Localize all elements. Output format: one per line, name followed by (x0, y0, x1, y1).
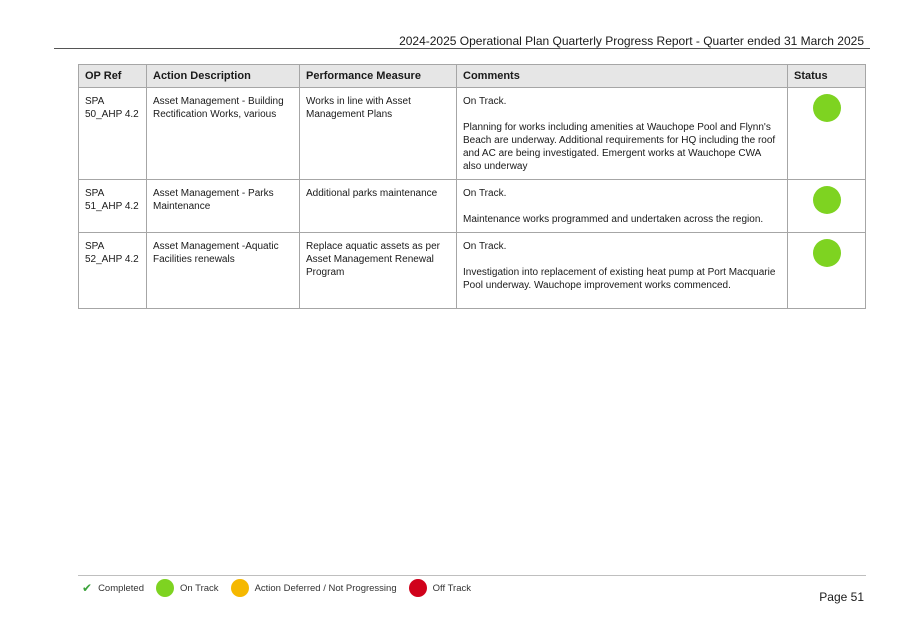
status-cell (788, 233, 866, 309)
legend-deferred (231, 579, 397, 597)
column-header-action-description: Action Description (147, 65, 300, 88)
action-description-cell: Asset Management - Parks Maintenance (147, 180, 300, 233)
op-ref-code: 50_AHP 4.2 (85, 109, 139, 120)
comments-cell (457, 88, 788, 180)
legend-completed-label: Completed (98, 582, 145, 594)
legend-off-track (409, 579, 471, 597)
legend-off-track-label: Off Track (432, 582, 471, 594)
comments-cell (457, 180, 788, 233)
comment-spacer (463, 253, 781, 266)
comment-detail-text: Planning for works including amenities at Wauchope Pool and Flynn's Beach are underway. Additional requirements for HQ including the roof and AC are being investigated. Emergent works at Wauchope CWA also underway (463, 122, 776, 172)
column-header-status: Status (788, 65, 866, 88)
table-row (79, 180, 866, 233)
legend-deferred-label: Action Deferred / Not Progressing (254, 582, 397, 594)
legend-on-track (156, 579, 219, 597)
comment-spacer (463, 108, 781, 121)
status-legend (82, 578, 483, 598)
column-header-performance-measure: Performance Measure (300, 65, 457, 88)
op-ref-cell (79, 88, 147, 180)
comment-status-text: On Track. (463, 188, 507, 199)
comments-cell (457, 233, 788, 309)
comment-status-text: On Track. (463, 96, 507, 107)
op-ref-code: 51_AHP 4.2 (85, 201, 139, 212)
status-on-track-indicator (813, 186, 841, 214)
status-cell (788, 88, 866, 180)
op-ref-code: 52_AHP 4.2 (85, 254, 139, 265)
op-ref-prefix: SPA (85, 96, 105, 107)
footer-divider (78, 575, 866, 576)
action-description-cell: Asset Management - Building Rectification Works, various (147, 88, 300, 180)
off-track-dot-icon (409, 579, 427, 597)
header-divider (54, 48, 870, 49)
legend-on-track-label: On Track (180, 582, 219, 594)
comment-detail-text: Maintenance works programmed and undertaken across the region. (463, 214, 764, 225)
op-ref-cell (79, 233, 147, 309)
column-header-comments: Comments (457, 65, 788, 88)
column-header-op-ref: OP Ref (79, 65, 147, 88)
action-description-cell: Asset Management -Aquatic Facilities renewals (147, 233, 300, 309)
legend-completed (82, 581, 144, 595)
status-cell (788, 180, 866, 233)
op-ref-cell (79, 180, 147, 233)
op-ref-prefix: SPA (85, 241, 105, 252)
page-number: Page 51 (819, 590, 864, 604)
report-title: 2024-2025 Operational Plan Quarterly Progress Report - Quarter ended 31 March 2025 (399, 34, 864, 48)
table-header-row (79, 65, 866, 88)
status-on-track-indicator (813, 94, 841, 122)
performance-measure-cell: Works in line with Asset Management Plans (300, 88, 457, 180)
on-track-dot-icon (156, 579, 174, 597)
table-row (79, 233, 866, 309)
check-icon: ✔ (82, 581, 93, 595)
progress-table (78, 64, 866, 309)
performance-measure-cell: Replace aquatic assets as per Asset Management Renewal Program (300, 233, 457, 309)
table-row (79, 88, 866, 180)
comment-status-text: On Track. (463, 241, 507, 252)
performance-measure-cell: Additional parks maintenance (300, 180, 457, 233)
op-ref-prefix: SPA (85, 188, 105, 199)
deferred-dot-icon (231, 579, 249, 597)
comment-detail-text: Investigation into replacement of existing heat pump at Port Macquarie Pool underway. Wauchope improvement works commenced. (463, 267, 776, 291)
comment-spacer (463, 200, 781, 213)
status-on-track-indicator (813, 239, 841, 267)
